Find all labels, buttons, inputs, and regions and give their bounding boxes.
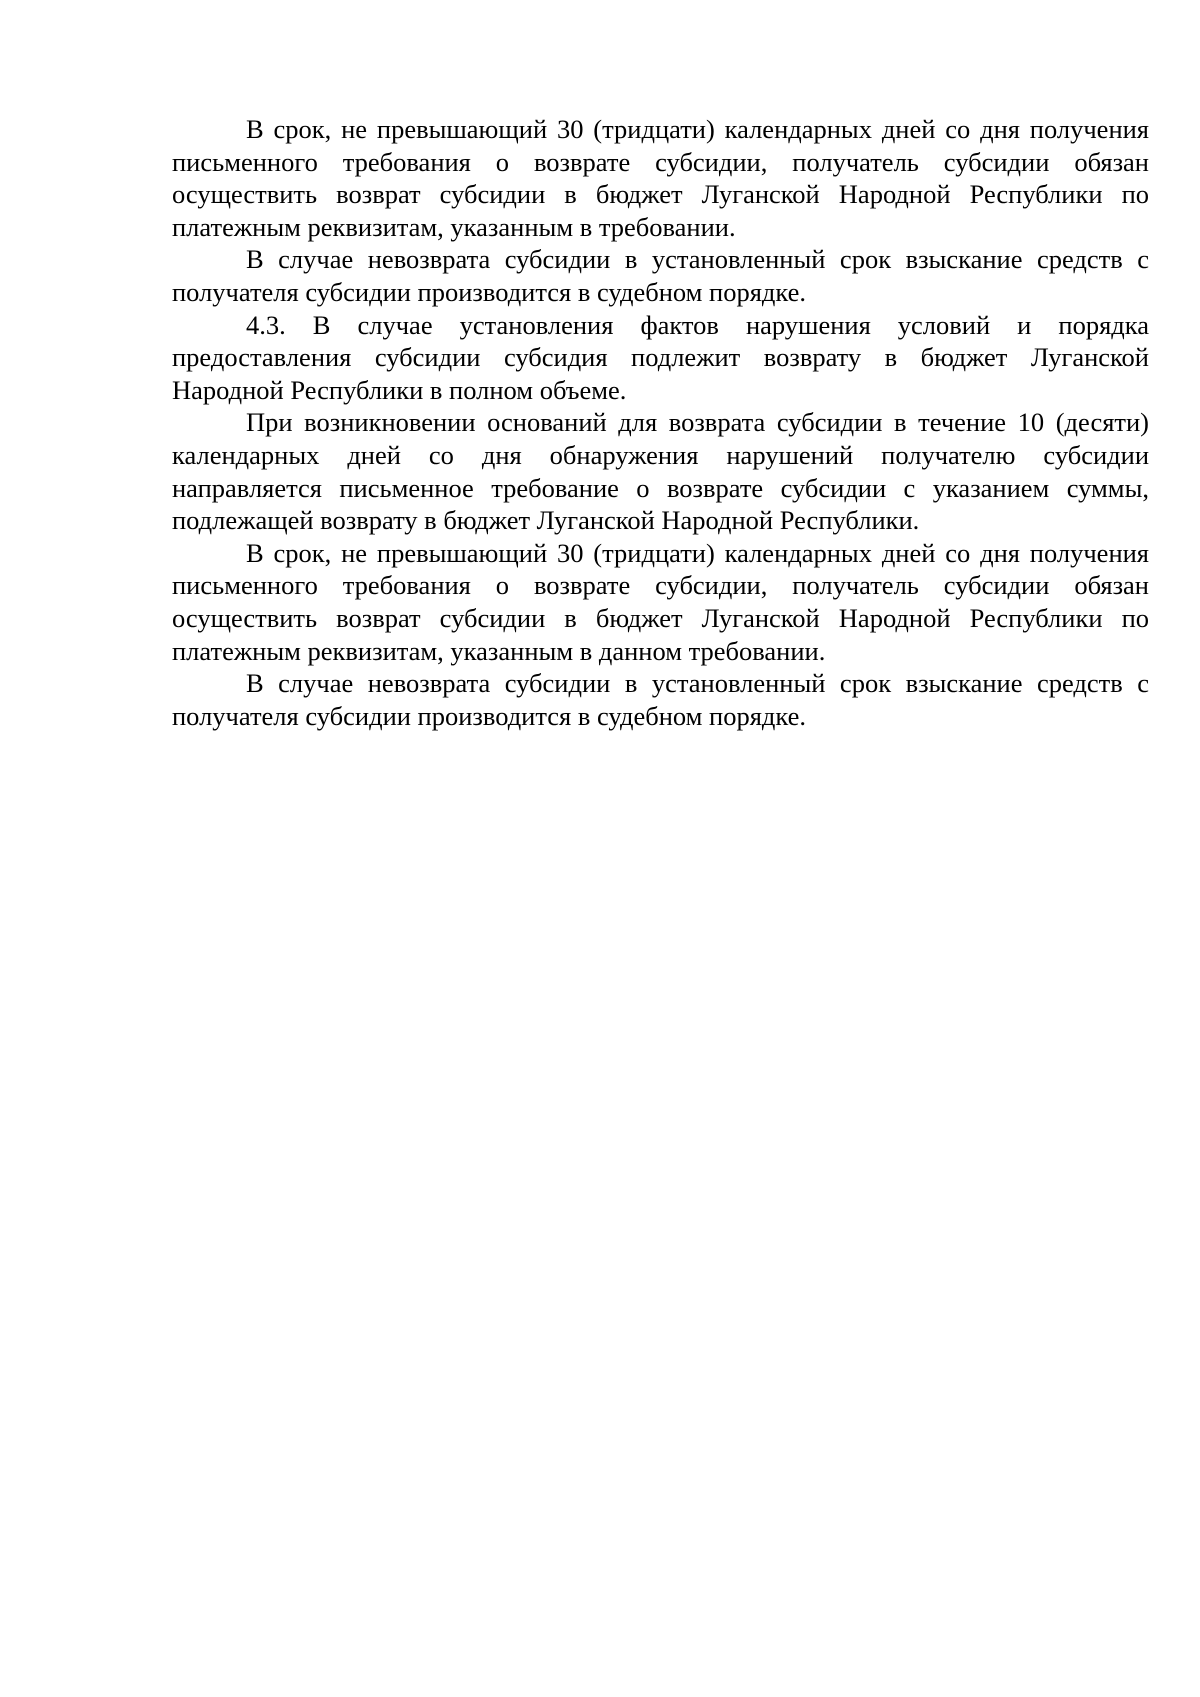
paragraph-return-notice: При возникновении оснований для возврата субсидии в течение 10 (десяти) календарных дней со дня обнаружения нарушений получателю субсидии направляется письменное требование о возврате субсидии с указанием суммы, подлежащей возврату в бюджет Луганской Народной Республики. bbox=[172, 407, 1149, 536]
paragraph-clause-4-3: 4.3. В случае установления фактов нарушения условий и порядка предоставления субсидии субсидия подлежит возврату в бюджет Луганской Народной Республики в полном объеме. bbox=[172, 309, 1149, 405]
paragraph-court-recovery-2: В случае невозврата субсидии в установленный срок взыскание средств с получателя субсидии производится в судебном порядке. bbox=[172, 668, 1149, 731]
paragraph-court-recovery: В случае невозврата субсидии в установленный срок взыскание средств с получателя субсидии производится в судебном порядке. bbox=[172, 244, 1149, 307]
paragraph-return-deadline: В срок, не превышающий 30 (тридцати) календарных дней со дня получения письменного требования о возврате субсидии, получатель субсидии обязан осуществить возврат субсидии в бюджет Луганской Народной Республики по платежным реквизитам, указанным в требовании. bbox=[172, 114, 1149, 242]
document-body bbox=[172, 113, 1149, 732]
paragraph-return-deadline-2: В срок, не превышающий 30 (тридцати) календарных дней со дня получения письменного требования о возврате субсидии, получатель субсидии обязан осуществить возврат субсидии в бюджет Луганской Народной Республики по платежным реквизитам, указанным в данном требовании. bbox=[172, 537, 1149, 666]
